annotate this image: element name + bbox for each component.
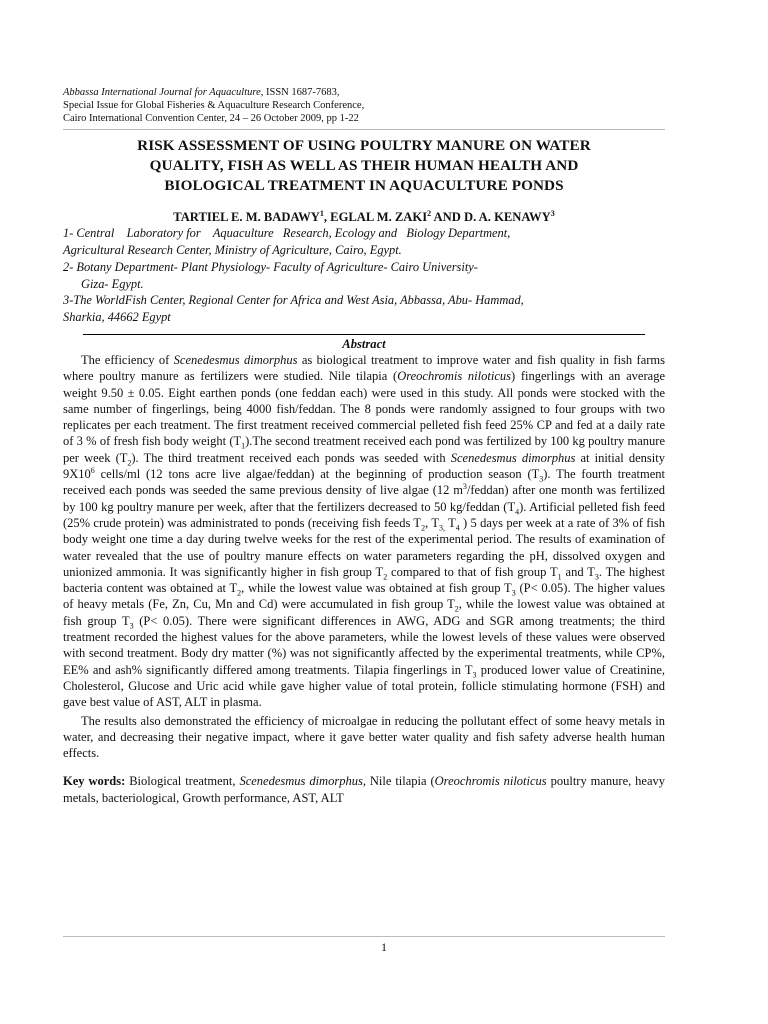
title-line: QUALITY, FISH AS WELL AS THEIR HUMAN HEALTH AND <box>149 157 579 174</box>
subscript: 1 <box>557 572 562 582</box>
affiliation-marker: 3 <box>550 209 555 218</box>
paper-page <box>63 86 665 806</box>
subscript: 1 <box>241 441 246 451</box>
superscript: 3 <box>462 482 467 492</box>
affiliation-3: 3-The WorldFish Center, Regional Center for Africa and West Asia, Abbassa, Abu- Hammad, <box>63 293 524 308</box>
keywords-label: Key words: <box>63 774 126 789</box>
footer-divider <box>63 936 665 937</box>
author-name: , EGLAL M. ZAKI <box>323 210 428 225</box>
abstract-text: ). The fourth treatment received each ponds was seeded the same previous density of live algae (12 m <box>63 467 665 498</box>
affiliation-2: 2- Botany Department- Plant Physiology- Faculty of Agriculture- Cairo University- <box>63 259 478 274</box>
title-line: RISK ASSESSMENT OF USING POULTRY MANURE ON WATER <box>137 137 591 154</box>
species-name: Oreochromis niloticus <box>397 369 511 384</box>
author-name: TARTIEL E. M. BADAWY <box>173 210 320 225</box>
paper-title <box>63 136 665 196</box>
subscript: 3, <box>438 523 445 533</box>
author-name: AND D. A. KENAWY <box>431 210 551 225</box>
title-line: BIOLOGICAL TREATMENT IN AQUACULTURE PONDS <box>164 177 564 194</box>
abstract-text: ) 5 days per week at a rate of 3% of fish body weight one time a day during twelve weeks for the rest of the experimental period. The results of examination of water revealed that the use of poultry manure effects on water parameters regarding the pH, dissolved oxygen and unionized ammonia. It was significantly higher in fish group T <box>63 515 665 579</box>
abstract-paragraph-2: The results also demonstrated the efficiency of microalgae in reducing the pollutant effect of some heavy metals in water, and decreasing their negative impact, where it gave better water quality and fish safety adverse health human effects. <box>63 713 665 761</box>
keyword-text: Oreochromis niloticus <box>434 774 547 789</box>
abstract-text: ). The third treatment received each ponds was seeded with <box>131 450 451 465</box>
keyword-text: Scenedesmus dimorphus <box>239 774 363 789</box>
abstract-text: ). Artificial pelleted fish feed (25% crude protein) was administrated to ponds (receiving fish feeds T <box>63 499 666 530</box>
keyword-text: , Nile tilapia ( <box>362 774 435 789</box>
affiliation-3-cont: Sharkia, 44662 Egypt <box>63 310 171 325</box>
abstract-paragraph-1 <box>63 352 665 711</box>
abstract-text: . The highest bacteria content was obtained at T <box>63 564 665 596</box>
abstract-text: compared to that of fish group T <box>387 564 558 579</box>
abstract-text: ) fingerlings with an average weight 9.50 ± 0.05. Eight earthen ponds (one feddan each) were used in this study. All ponds were stocked with the same number of fingerlings, being 4000 fish/feddan. The 8 ponds were randomly assigned to four groups with two replicates per each treatment. The first treatment received commercial pelleted fish feed 25% CP and fed at a daily rate of 3 % of fresh fish body weight (T <box>63 369 665 449</box>
header-divider <box>63 129 665 130</box>
affiliation-marker: 2 <box>427 209 432 218</box>
superscript: 6 <box>90 465 95 475</box>
keywords <box>63 773 665 806</box>
abstract-text: , while the lowest value was obtained at fish group T <box>241 581 512 596</box>
subscript: 3 <box>129 621 134 631</box>
abstract-text: , T <box>425 515 439 530</box>
subscript: 3 <box>539 474 544 484</box>
abstract-text: (P< 0.05). The higher values of heavy metals (Fe, Zn, Cu, Mn and Cd) were accumulated in fish group T <box>63 581 665 612</box>
subscript: 2 <box>237 588 242 598</box>
affiliation-marker: 1 <box>319 209 324 218</box>
subscript: 3 <box>594 572 599 582</box>
affiliation-1: 1- Central Laboratory for Aquaculture Research, Ecology and Biology Department, <box>63 226 511 241</box>
abstract-text: T <box>444 515 456 530</box>
abstract-text: /feddan) after one month was fertilized by 100 kg poultry manure per week, after that the fertilizers decreased to 50 kg/feddan (T <box>63 483 665 514</box>
abstract-text: (P< 0.05). There were significant differences in AWG, ADG and SGR among treatments; the third treatment recorded the highest values for the above parameters, while the lowest levels of these values were observed with second treatment. Body dry matter (%) was not significantly affected by the experimental treatments, while CP%, EE% and ash% significantly differed among treatments. Tilapia fingerlings in T <box>63 613 665 677</box>
journal-venue: Cairo International Convention Center, 24 – 26 October 2009, pp 1-22 <box>63 113 359 124</box>
abstract-text: The efficiency of <box>81 352 174 367</box>
subscript: 3 <box>511 588 516 598</box>
subscript: 4 <box>515 507 520 517</box>
abstract-text: , while the lowest value was obtained at fish group T <box>63 597 665 628</box>
abstract-divider <box>83 334 645 335</box>
subscript: 4 <box>455 523 460 533</box>
abstract-text: produced lower value of Creatinine, Cholesterol, Glucose and Uric acid while gave higher value of total protein, follicle stimulating hormone (FSH) and gave best value of AST, ALT in plasma. <box>63 662 666 710</box>
subscript: 2 <box>454 604 459 614</box>
subscript: 2 <box>127 458 132 468</box>
affiliation-1-cont: Agricultural Research Center, Ministry of Agriculture, Cairo, Egypt. <box>63 242 402 257</box>
journal-header <box>63 86 665 125</box>
keyword-text: poultry manure, heavy metals, bacteriological, Growth performance, AST, ALT <box>63 774 666 805</box>
abstract-text: as biological treatment to improve water and fish quality in fish farms where poultry manure as fertilizers were studied. Nile tilapia ( <box>63 352 665 384</box>
abstract-heading: Abstract <box>342 336 386 351</box>
affiliations <box>63 225 665 326</box>
page-number: 1 <box>381 940 387 954</box>
journal-issn: , ISSN 1687-7683, <box>260 87 340 98</box>
journal-special-issue: Special Issue for Global Fisheries & Aquaculture Research Conference, <box>63 100 365 111</box>
subscript: 3 <box>472 670 477 680</box>
author-list <box>63 206 665 225</box>
abstract-text: cells/ml (12 tons acre live algae/feddan) at the beginning of production season (T <box>94 467 540 482</box>
subscript: 2 <box>421 523 426 533</box>
abstract-text: at initial density 9X10 <box>63 450 665 482</box>
abstract-text: ).The second treatment received each pond was fertilized by 100 kg poultry manure per week (T <box>63 434 666 465</box>
keyword-text: Biological treatment, <box>125 774 240 789</box>
subscript: 2 <box>383 572 388 582</box>
species-name: Scenedesmus dimorphus <box>450 450 576 465</box>
abstract-text: and T <box>561 564 595 579</box>
species-name: Scenedesmus dimorphus <box>173 352 298 367</box>
affiliation-2-cont: Giza- Egypt. <box>81 276 144 291</box>
journal-name: Abbassa International Journal for Aquaculture <box>63 87 261 98</box>
